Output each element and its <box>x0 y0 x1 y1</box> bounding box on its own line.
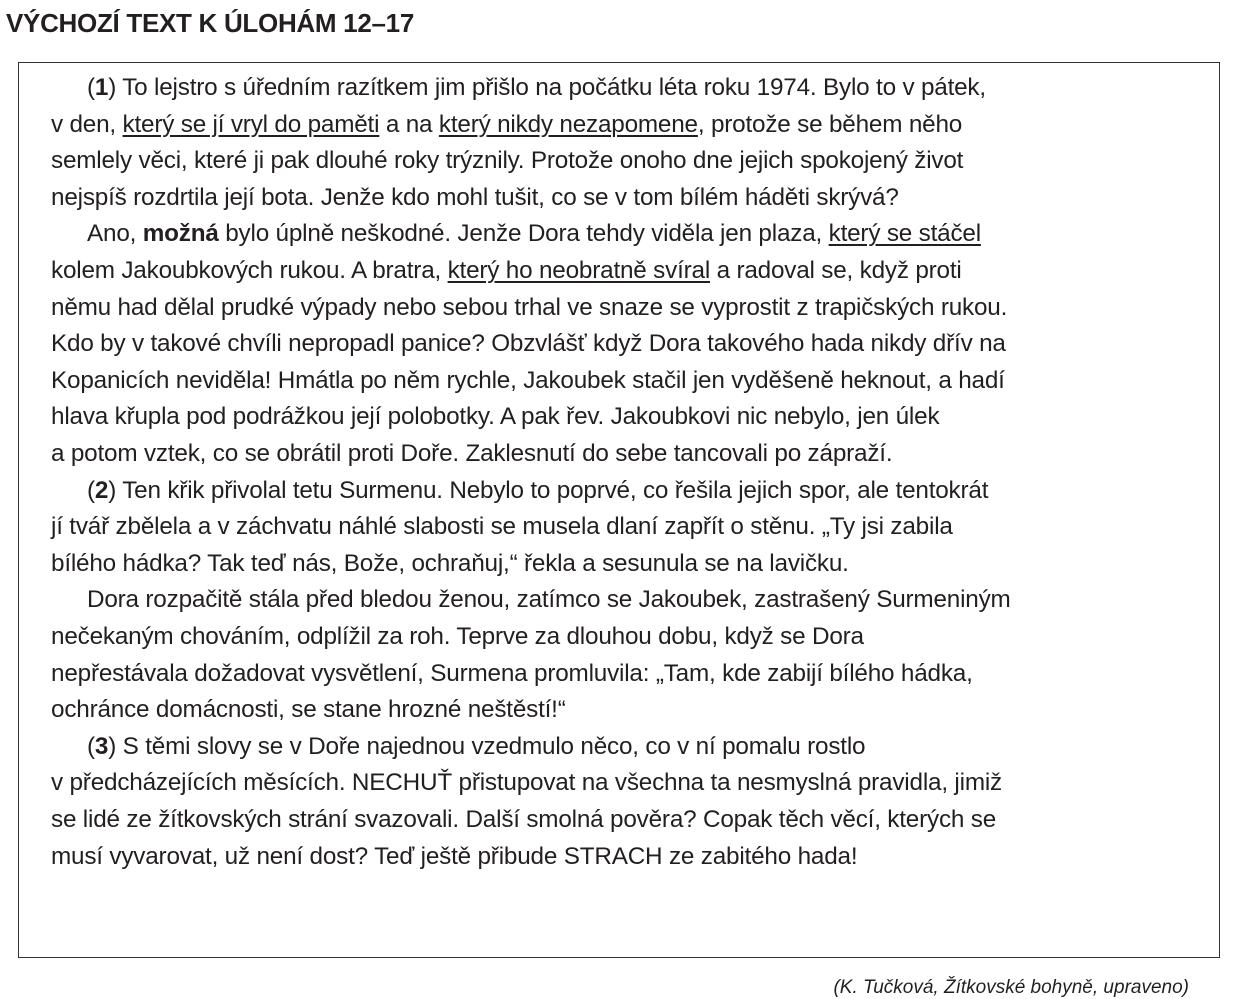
text-segment: ochránce domácnosti, se stane hrozné neštěstí!“ <box>51 696 566 724</box>
text-line <box>51 622 864 652</box>
text-line <box>51 366 1005 396</box>
text-segment: semlely věci, které ji pak dlouhé roky trýznily. Protože onoho dne jejich spokojený život <box>51 147 964 175</box>
text-segment: ) Ten křik přivolal tetu Surmenu. Nebylo to poprvé, co řešila jejich spor, ale tentokrát <box>108 476 989 504</box>
page-title: VÝCHOZÍ TEXT K ÚLOHÁM 12–17 <box>6 8 414 38</box>
text-line <box>51 695 566 725</box>
text-segment: v předcházejících měsících. NECHUŤ přistupovat na všechna ta nesmyslná pravidla, jimiž <box>51 769 1003 797</box>
text-line <box>87 219 981 249</box>
text-line <box>51 293 1007 323</box>
text-segment: nejspíš rozdrtila její bota. Jenže kdo mohl tušit, co se v tom bílém háděti skrývá? <box>51 183 899 211</box>
bold-text: 2 <box>94 476 109 504</box>
text-line <box>51 842 857 872</box>
text-line <box>51 512 953 542</box>
text-segment: Dora rozpačitě stála před bledou ženou, zatímco se Jakoubek, zastrašený Surmeniným <box>87 586 1011 614</box>
text-line <box>51 805 996 835</box>
underlined-phrase: který nikdy nezapomene <box>438 110 698 138</box>
text-segment: ) S těmi slovy se v Doře najednou vzedmulo něco, co v ní pomalu rostlo <box>108 732 866 760</box>
text-line <box>51 439 892 469</box>
underlined-phrase: který ho neobratně svíral <box>447 257 711 284</box>
text-line <box>51 402 939 432</box>
text-segment: ( <box>87 732 95 760</box>
text-line <box>51 549 849 579</box>
text-segment: a na <box>379 110 439 138</box>
text-segment: a radoval se, když proti <box>710 257 962 284</box>
text-segment: v den, <box>51 110 123 138</box>
text-line <box>51 329 1006 359</box>
bold-text: 3 <box>94 732 109 760</box>
bold-text: možná <box>142 220 219 248</box>
text-segment: němu had dělal prudké výpady nebo sebou trhal ve snaze se vyprostit z trapičských rukou. <box>51 293 1008 321</box>
text-segment: musí vyvarovat, už není dost? Teď ještě přibude STRACH ze zabitého hada! <box>51 842 858 870</box>
text-segment: bílého hádka? Tak teď nás, Bože, ochraňuj,“ řekla a sesunula se na lavičku. <box>51 549 849 577</box>
bold-text: 1 <box>94 74 109 101</box>
text-line <box>51 256 962 286</box>
text-line <box>51 110 962 140</box>
text-line <box>51 146 963 176</box>
text-line <box>51 659 973 689</box>
text-segment: jí tvář zbělela a v záchvatu náhlé slabosti se musela dlaní zapřít o stěnu. „Ty jsi zabila <box>51 513 953 541</box>
text-segment: Kopanicích neviděla! Hmátla po něm rychle, Jakoubek stačil jen vyděšeně heknout, a hadí <box>51 366 1005 394</box>
text-segment: Ano, <box>87 220 143 248</box>
text-segment: se lidé ze žítkovských strání svazovali. Další smolná pověra? Copak těch věcí, kterých se <box>51 806 997 833</box>
text-segment: nečekaným chováním, odplížil za roh. Teprve za dlouhou dobu, když se Dora <box>51 623 864 650</box>
text-line <box>87 585 1011 615</box>
text-line <box>51 183 899 213</box>
text-line <box>51 768 1002 798</box>
source-citation: (K. Tučková, Žítkovské bohyně, upraveno) <box>833 977 1189 998</box>
text-segment: ( <box>87 476 95 504</box>
text-line <box>87 476 988 506</box>
text-line <box>87 73 986 103</box>
text-segment: hlava křupla pod podrážkou její polobotky. A pak řev. Jakoubkovi nic nebylo, jen úlek <box>51 403 940 431</box>
text-line <box>87 732 865 762</box>
source-text-box <box>18 62 1220 998</box>
underlined-phrase: který se jí vryl do paměti <box>122 110 380 138</box>
text-segment: a potom vztek, co se obrátil proti Doře. Zaklesnutí do sebe tancovali po zápraží. <box>51 440 893 467</box>
text-segment: kolem Jakoubkových rukou. A bratra, <box>51 257 448 284</box>
text-segment: ( <box>87 74 95 101</box>
text-segment: nepřestávala dožadovat vysvětlení, Surmena promluvila: „Tam, kde zabijí bílého hádka, <box>51 659 973 687</box>
text-segment: , protože se během něho <box>697 110 963 138</box>
text-segment: Kdo by v takové chvíli nepropadl panice? Obzvlášť když Dora takového hada nikdy dřív na <box>51 330 1006 358</box>
underlined-phrase: který se stáčel <box>828 220 981 248</box>
text-segment: bylo úplně neškodné. Jenže Dora tehdy viděla jen plaza, <box>218 220 829 248</box>
text-segment: ) To lejstro s úředním razítkem jim přišlo na počátku léta roku 1974. Bylo to v pátek, <box>108 74 986 101</box>
